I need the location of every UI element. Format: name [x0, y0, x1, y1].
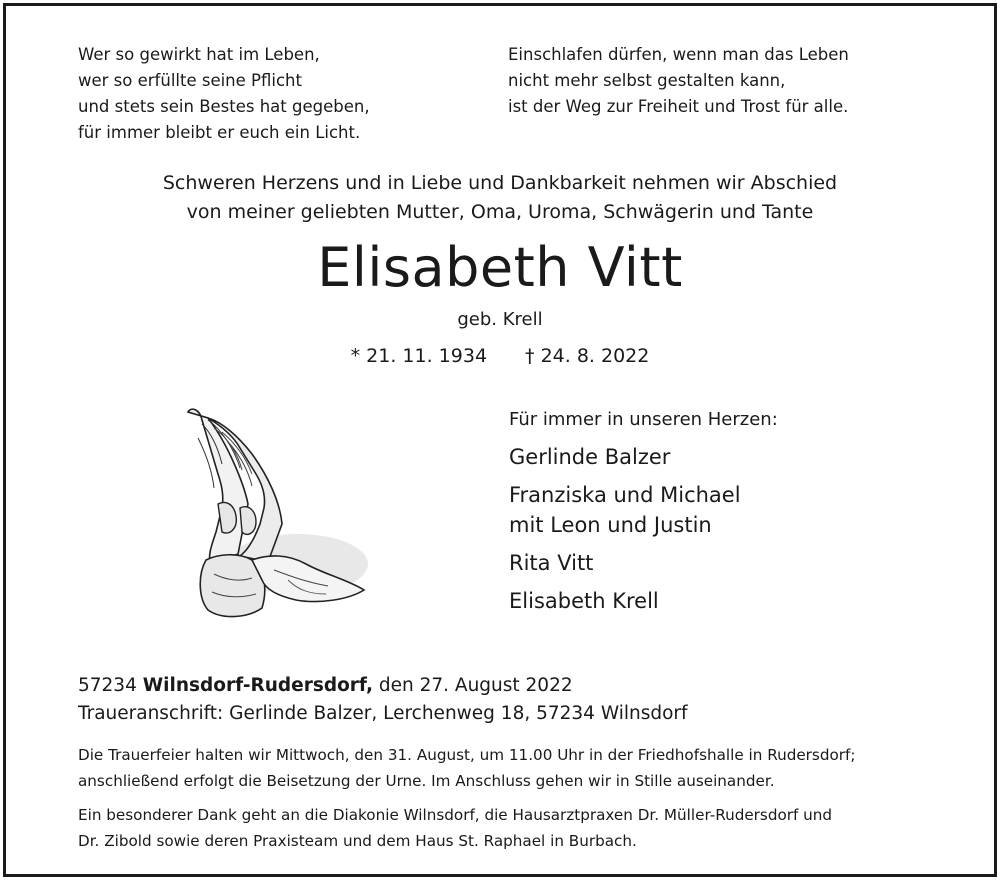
poem-right [508, 42, 849, 120]
poem-line: wer so erfüllte seine Pflicht [78, 71, 302, 90]
poem-line: nicht mehr selbst gestalten kann, [508, 71, 786, 90]
mourner-line: Gerlinde Balzer [509, 445, 671, 469]
poem-line: für immer bleibt er euch ein Licht. [78, 123, 361, 142]
paragraph-line: Ein besonderer Dank geht an die Diakonie Wilnsdorf, die Hausarztpraxen Dr. Müller-Rudersdorf und [78, 806, 833, 824]
notice-date: den 27. August 2022 [378, 675, 573, 696]
paragraph-line: Die Trauerfeier halten wir Mittwoch, den 31. August, um 11.00 Uhr in der Friedhofshalle in Rudersdorf; [78, 746, 856, 764]
town-name: Wilnsdorf-Rudersdorf, [142, 675, 373, 696]
mourners-list [509, 406, 778, 624]
mourner-line: Franziska und Michael [509, 483, 741, 507]
poem-line: Einschlafen dürfen, wenn man das Leben [508, 45, 849, 64]
mourner-line: Rita Vitt [509, 551, 594, 575]
mourners-heading: Für immer in unseren Herzen: [509, 409, 778, 430]
paragraph-line: anschließend erfolgt die Beisetzung der Urne. Im Anschluss gehen wir in Stille auseinander. [78, 772, 775, 790]
deceased-name: Elisabeth Vitt [317, 236, 683, 299]
intro-text [6, 169, 994, 227]
obituary-notice [3, 3, 997, 877]
place-and-date [78, 672, 573, 700]
birth-date: * 21. 11. 1934 [350, 345, 488, 367]
death-date: † 24. 8. 2022 [525, 345, 650, 367]
thanks-info [78, 802, 934, 854]
poem-line: Wer so gewirkt hat im Leben, [78, 45, 320, 64]
intro-line: Schweren Herzens und in Liebe und Dankbarkeit nehmen wir Abschied [162, 172, 838, 194]
mourner-entry [509, 548, 778, 578]
mourner-line: mit Leon und Justin [509, 513, 712, 537]
poem-left [78, 42, 370, 146]
mourner-entry [509, 586, 778, 616]
mourner-line: Elisabeth Krell [509, 589, 659, 613]
mourner-entry [509, 442, 778, 472]
zip-code: 57234 [78, 675, 137, 696]
funeral-info [78, 742, 934, 794]
poem-line: ist der Weg zur Freiheit und Trost für alle. [508, 97, 849, 116]
poem-line: und stets sein Bestes hat gegeben, [78, 97, 370, 116]
intro-line: von meiner geliebten Mutter, Oma, Uroma, Schwägerin und Tante [186, 201, 814, 223]
mourner-entry [509, 480, 778, 540]
paragraph-line: Dr. Zibold sowie deren Praxisteam und dem Haus St. Raphael in Burbach. [78, 832, 637, 850]
life-dates [6, 342, 994, 370]
mourning-address: Traueranschrift: Gerlinde Balzer, Lerchenweg 18, 57234 Wilnsdorf [78, 703, 688, 724]
praying-hands-icon [178, 404, 368, 626]
birth-name: geb. Krell [457, 309, 543, 330]
